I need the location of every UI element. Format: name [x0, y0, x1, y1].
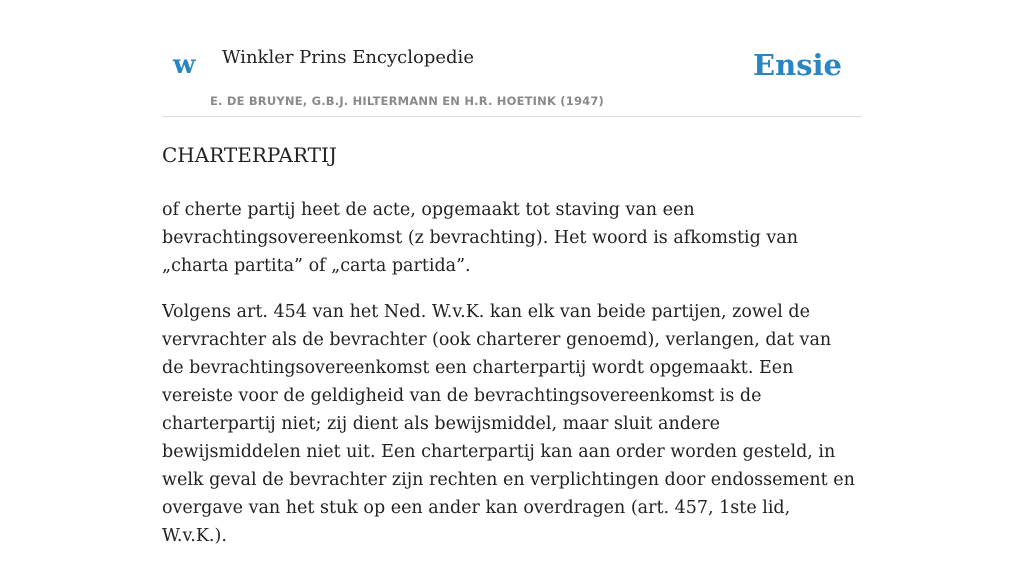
ensie-logo-link[interactable]: Ensie	[753, 48, 842, 82]
article-paragraph: Volgens art. 454 van het Ned. W.v.K. kan elk van beide partijen, zowel de vervrachter als de bevrachter (ook charterer genoemd), verlangen, dat van de bevrachtingsovereenkomst een charterpartij wordt opgemaakt. Een vereiste voor de geldigheid van de bevrachtingsovereenkomst is de charterpartij niet; zij dient als bewijsmiddel, maar sluit andere bewijsmiddelen niet uit. Een charterpartij kan aan order worden gesteld, in welk geval de bevrachter zijn rechten en verplichtingen door endossement en overgave van het stuk op een ander kan overdragen (art. 457, 1ste lid, W.v.K.).	[162, 302, 855, 546]
source-title[interactable]: Winkler Prins Encyclopedie	[222, 47, 474, 68]
source-authors: E. DE BRUYNE, G.B.J. HILTERMANN EN H.R. HOETINK (1947)	[210, 94, 605, 108]
article	[162, 140, 856, 568]
site-header	[162, 0, 862, 117]
article-paragraph: of cherte partij heet de acte, opgemaakt tot staving van een bevrachtingsovereenkomst (z bevrachting). Het woord is afkomstig van „charta partita” of „carta partida”.	[162, 200, 798, 276]
encyclopedia-logo[interactable]: w	[173, 50, 196, 80]
article-title: CHARTERPARTIJ	[162, 143, 337, 167]
